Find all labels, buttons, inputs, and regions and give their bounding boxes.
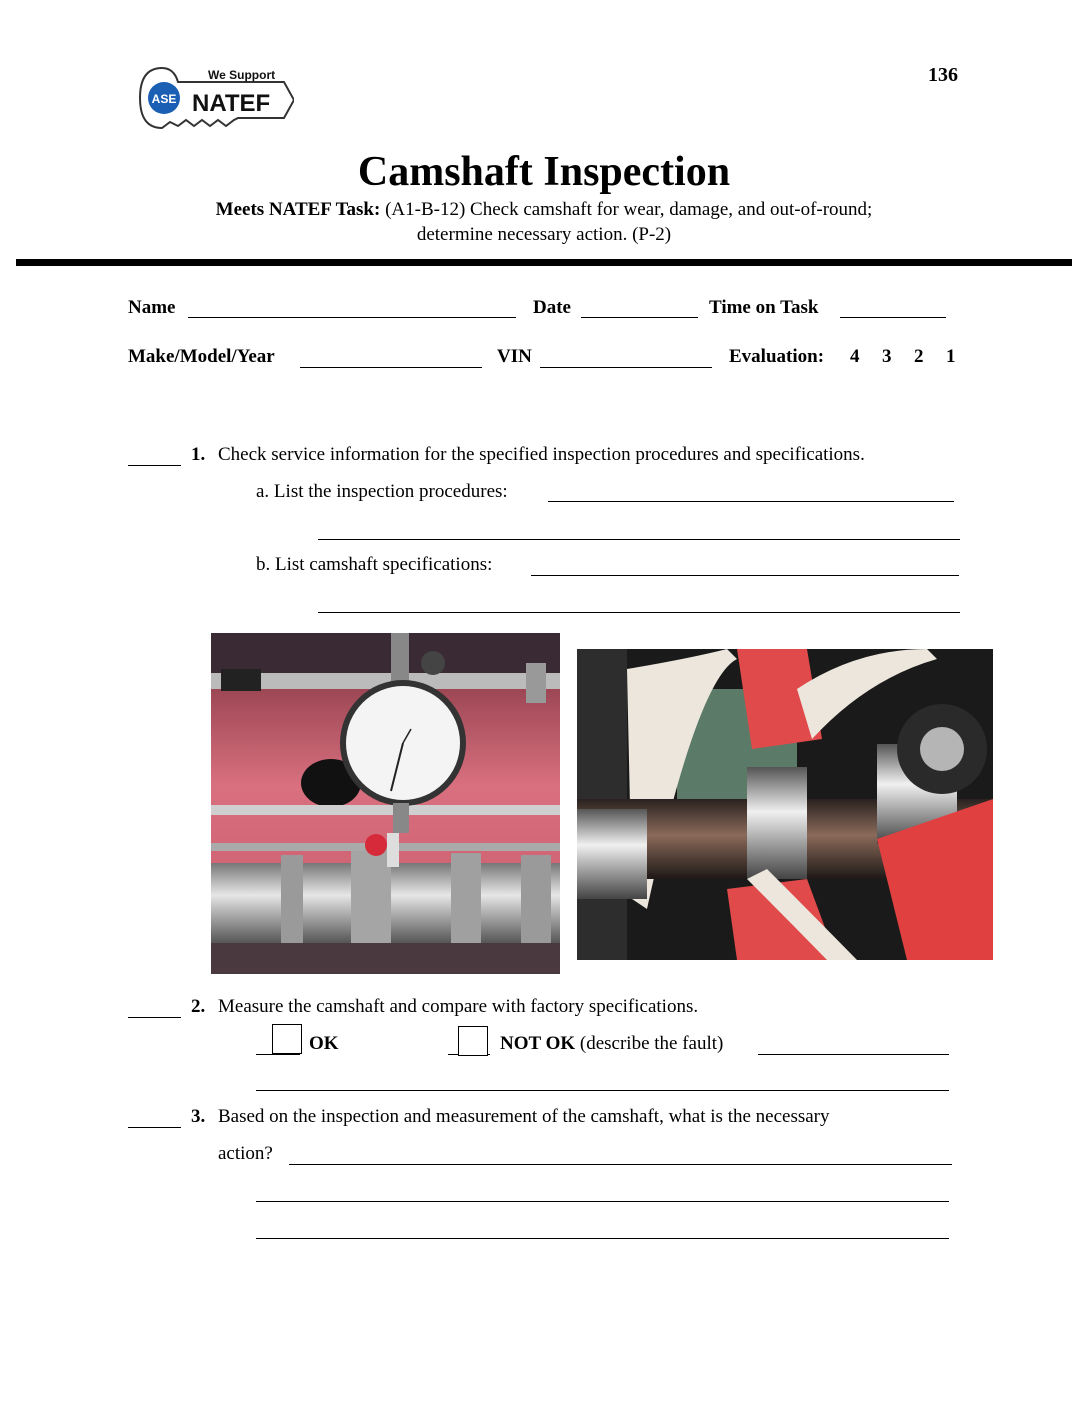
task-description-line1	[0, 199, 1088, 221]
necessary-action-field[interactable]	[289, 1164, 952, 1165]
not-ok-hint: (describe the fault)	[579, 1033, 724, 1054]
step1-check-blank[interactable]	[128, 465, 181, 466]
inspection-procedures-field-line2[interactable]	[318, 539, 960, 540]
page-title: Camshaft Inspection	[357, 149, 731, 195]
task-label: Meets NATEF Task:	[215, 199, 381, 220]
step1-text: Check service information for the specified inspection procedures and specifications.	[218, 444, 865, 465]
date-field[interactable]	[581, 317, 698, 318]
make-model-year-field[interactable]	[300, 367, 482, 368]
date-label: Date	[533, 297, 571, 318]
ok-blank	[256, 1054, 300, 1055]
dial-indicator-photo	[211, 633, 560, 974]
not-ok-label	[500, 1033, 723, 1055]
svg-text:We Support: We Support	[208, 68, 276, 82]
step1b-text: b. List camshaft specifications:	[256, 554, 493, 575]
time-on-task-label: Time on Task	[709, 297, 819, 318]
evaluation-score-3[interactable]: 3	[882, 346, 892, 367]
task-description-line2: determine necessary action. (P-2)	[416, 224, 672, 245]
step3-number: 3.	[191, 1106, 206, 1127]
evaluation-score-2[interactable]: 2	[914, 346, 924, 367]
ok-checkbox[interactable]	[272, 1024, 302, 1054]
not-ok-checkbox[interactable]	[458, 1026, 488, 1056]
header-divider	[16, 259, 1072, 266]
name-label: Name	[128, 297, 176, 318]
step1-number: 1.	[191, 444, 206, 465]
necessary-action-field-line3[interactable]	[256, 1238, 949, 1239]
camshaft-specifications-field[interactable]	[531, 575, 959, 576]
step1a-text: a. List the inspection procedures:	[256, 481, 508, 502]
ok-label: OK	[309, 1033, 339, 1054]
fault-description-field-line2[interactable]	[256, 1090, 949, 1091]
evaluation-label: Evaluation:	[729, 346, 825, 367]
camshaft-fixture-photo	[577, 649, 993, 960]
make-model-year-label: Make/Model/Year	[128, 346, 275, 367]
step2-check-blank[interactable]	[128, 1017, 181, 1018]
fault-description-field[interactable]	[758, 1054, 949, 1055]
vin-field[interactable]	[540, 367, 712, 368]
evaluation-score-1[interactable]: 1	[946, 346, 956, 367]
name-field[interactable]	[188, 317, 516, 318]
svg-text:ASE: ASE	[151, 92, 177, 106]
svg-text:NATEF: NATEF	[192, 90, 271, 117]
time-on-task-field[interactable]	[840, 317, 946, 318]
step2-number: 2.	[191, 996, 206, 1017]
evaluation-score-4[interactable]: 4	[850, 346, 860, 367]
step3-text-line2: action?	[218, 1143, 273, 1164]
step3-check-blank[interactable]	[128, 1127, 181, 1128]
task-text: (A1-B-12) Check camshaft for wear, damage, and out-of-round;	[385, 199, 873, 220]
step3-text: Based on the inspection and measurement of the camshaft, what is the necessary	[218, 1106, 830, 1127]
inspection-procedures-field[interactable]	[548, 501, 954, 502]
not-ok-text: NOT OK	[500, 1033, 576, 1054]
natef-logo	[134, 62, 294, 140]
vin-label: VIN	[497, 346, 532, 367]
necessary-action-field-line2[interactable]	[256, 1201, 949, 1202]
camshaft-specifications-field-line2[interactable]	[318, 612, 960, 613]
step2-text: Measure the camshaft and compare with factory specifications.	[218, 996, 699, 1017]
page-number: 136	[928, 64, 958, 86]
